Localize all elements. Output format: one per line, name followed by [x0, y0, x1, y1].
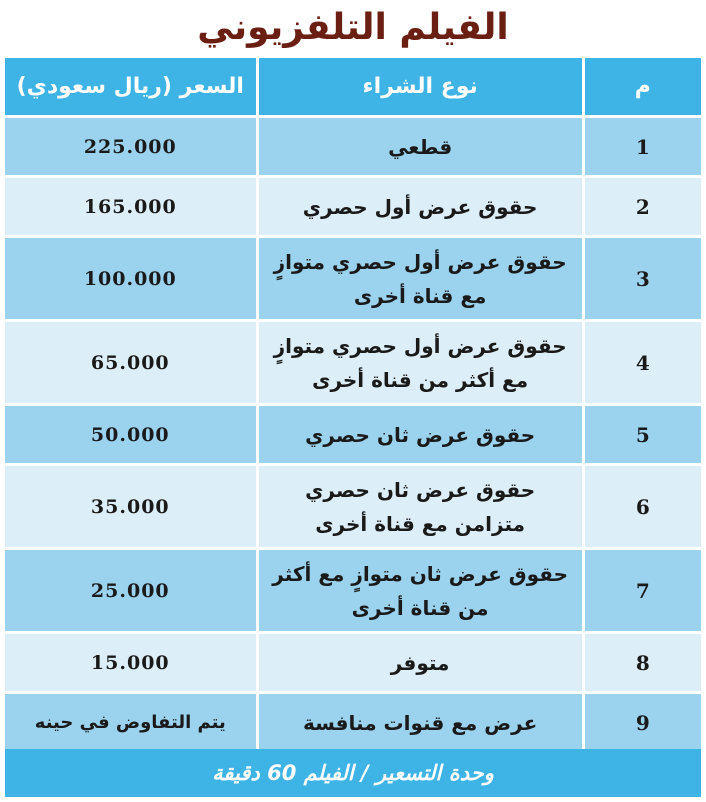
row-index: [582, 406, 701, 466]
row-price: [5, 238, 256, 322]
price-value: 35.000: [90, 495, 170, 518]
purchase-type-line: من قناة أخرى: [351, 595, 489, 620]
row-index-text: 7: [635, 578, 650, 603]
row-purchase-type: [256, 466, 582, 550]
row-price: [5, 406, 256, 466]
row-index-text: 2: [635, 194, 650, 219]
price-value: 50.000: [90, 423, 170, 446]
price-value: يتم التفاوض في حينه: [34, 712, 226, 733]
table-row: [5, 694, 701, 754]
row-index: [582, 550, 701, 634]
row-index: [582, 466, 701, 550]
row-price: [5, 634, 256, 694]
page-title: الفيلم التلفزيوني: [197, 7, 509, 48]
row-price: [5, 466, 256, 550]
row-price: [5, 550, 256, 634]
table-row: [5, 634, 701, 694]
purchase-type-line: مع أكثر من قناة أخرى: [312, 367, 529, 392]
purchase-type-line: حقوق عرض أول حصري متوازٍ: [273, 249, 567, 274]
row-index: [582, 178, 701, 238]
purchase-type-line: حقوق عرض أول حصري: [302, 194, 538, 219]
purchase-type-line: حقوق عرض ثان حصري: [305, 477, 536, 502]
table-row: [5, 118, 701, 178]
row-purchase-type: [256, 550, 582, 634]
price-value: 15.000: [90, 651, 170, 674]
row-index-text: 6: [635, 494, 650, 519]
purchase-type-line: حقوق عرض أول حصري متوازٍ: [273, 333, 567, 358]
row-purchase-type: [256, 238, 582, 322]
pricing-unit-footer: وحدة التسعير / الفيلم 60 دقيقة: [5, 749, 701, 797]
row-index: [582, 634, 701, 694]
price-value: 25.000: [90, 579, 170, 602]
row-index-text: 9: [635, 710, 650, 735]
row-purchase-type: [256, 178, 582, 238]
table-row: [5, 406, 701, 466]
purchase-type-line: قطعي: [388, 134, 453, 159]
purchase-type-line: حقوق عرض ثان حصري: [305, 422, 536, 447]
row-index-text: 5: [635, 422, 650, 447]
table-row: [5, 322, 701, 406]
price-value: 225.000: [83, 135, 177, 158]
row-index: [582, 238, 701, 322]
row-price: [5, 322, 256, 406]
row-price: [5, 694, 256, 754]
header-price: السعر (ريال سعودي): [5, 58, 256, 118]
table-row: [5, 178, 701, 238]
purchase-type-line: متزامن مع قناة أخرى: [315, 511, 525, 536]
row-purchase-type: [256, 322, 582, 406]
purchase-type-line: مع قناة أخرى: [353, 283, 487, 308]
table-row: [5, 550, 701, 634]
row-price: [5, 118, 256, 178]
row-index: [582, 694, 701, 754]
row-purchase-type: [256, 118, 582, 178]
header-index: م: [582, 58, 701, 118]
row-purchase-type: [256, 634, 582, 694]
pricing-table: [3, 56, 703, 799]
row-purchase-type: [256, 406, 582, 466]
header-type: نوع الشراء: [256, 58, 582, 118]
purchase-type-line: حقوق عرض ثان متوازٍ مع أكثر: [272, 561, 568, 586]
row-index-text: 4: [635, 350, 650, 375]
price-value: 165.000: [83, 195, 177, 218]
row-index: [582, 322, 701, 406]
price-value: 100.000: [83, 267, 177, 290]
table-row: [5, 238, 701, 322]
row-price: [5, 178, 256, 238]
purchase-type-line: عرض مع قنوات منافسة: [302, 710, 538, 735]
row-index-text: 1: [635, 134, 650, 159]
row-index-text: 8: [635, 650, 650, 675]
purchase-type-line: متوفر: [390, 650, 450, 675]
row-index: [582, 118, 701, 178]
row-index-text: 3: [635, 266, 650, 291]
table-row: [5, 466, 701, 550]
price-value: 65.000: [90, 351, 170, 374]
table-header: [5, 58, 701, 118]
row-purchase-type: [256, 694, 582, 754]
